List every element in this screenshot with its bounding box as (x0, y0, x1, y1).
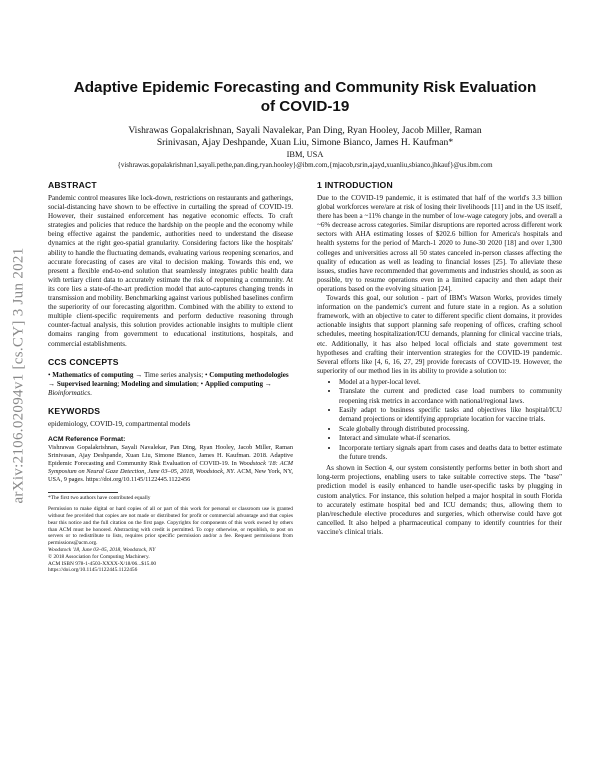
authors-line-2: Srinivasan, Ajay Deshpande, Xuan Liu, Simone Bianco, James H. Kaufman* (156, 137, 454, 148)
authors-line-1: Vishrawas Gopalakrishnan, Sayali Navalekar, Pan Ding, Ryan Hooley, Jacob Miller, Raman (128, 125, 482, 136)
reference-part-1: Vishrawas Gopalakrishnan, Sayali Navalekar, Pan Ding, Ryan Hooley, Jacob Miller, Raman Srinivasan, Ajay Deshpande, Xuan Liu, Simone Bianco, James H. Kaufman. 2018. Adaptive Epidemic Forecasting and Community Risk Evaluation of COVID-19. In (48, 443, 293, 467)
title-line-2: of COVID-19 (260, 98, 350, 115)
intro-paragraph-2: Towards this goal, our solution - part of IBM's Watson Works, provides timely information on the pandemic's current and future state in a region. As a solution framework, with an objective to cater to different specific client domains, it provides actionable insights that support planning safe reopening of offices, crafting school schedules, meeting hospitalization/ICU demands, planning for clinical vaccine trials, etc. Additionally, it has also helped local officials and state government test hypotheses and crafting their intervention strategies for the COVID-19 pandemic. Several efforts like [4, 6, 16, 27, 29] provide forecasts of COVID-19. However, the superiority of our method lies in its ability to provide a solution to: (317, 294, 562, 375)
list-item: • Model at a hyper-local level. (339, 378, 562, 387)
ccs-term-1: Time series analysis (143, 370, 202, 379)
arxiv-stamp (2, 195, 36, 555)
affiliation: IBM, USA (286, 150, 324, 159)
author-list (48, 125, 562, 149)
ccs-heading: CCS CONCEPTS (48, 356, 119, 367)
paper-title (48, 78, 562, 116)
paper-page (48, 78, 562, 574)
list-item: • Interact and simulate what-if scenarios. (339, 434, 562, 443)
footnote-rule (48, 492, 118, 493)
list-item: • Easily adapt to business specific tasks and objectives like hospital/ICU demand projections or identifying appropriate location for vaccine trials. (339, 406, 562, 424)
doi-link[interactable]: https://doi.org/10.1145/1122445.1122456 (48, 567, 138, 574)
reference-format-heading: ACM Reference Format: (48, 435, 126, 443)
keywords-section (48, 406, 293, 429)
two-column-body (48, 180, 562, 574)
list-item: • Translate the current and predicted case load numbers to community reopening risk metrics in accordance with national/regional laws. (339, 387, 562, 405)
list-item: • Incorporate tertiary signals apart from cases and deaths data to better estimate the future trends. (339, 444, 562, 462)
footnote-equal-contribution: *The first two authors have contributed equally (48, 494, 151, 501)
ccs-term-4: Bioinformatics (48, 388, 91, 397)
reference-part-2: . ACM, New York, NY, USA, 9 pages. https://doi.org/10.1145/1122445.1122456 (48, 467, 293, 483)
abstract-text: Pandemic control measures like lock-down, restrictions on restaurants and gatherings, social-distancing have shown to be effective in curtailing the spread of COVID-19. However, their sustained enforcement has negative economic effects. To craft strategies and policies that reduce the hardship on the people and the economy while being effective against the pandemic, authorities need to understand the disease dynamics at the right geo-spatial granularity. Considering factors like the hospitals' ability to handle the fluctuating demands, evaluating various reopening scenarios, and accurate forecasting of cases are vital to decision making. Towards this end, we present a flexible end-to-end solution that seamlessly integrates public health data with tertiary client data to accurately estimate the risk of reopening a community. At its core lies a state-of-the-art prediction model that auto-captures changing trends in transmission and mobility. Benchmarking against various published baselines confirm the superiority of our forecasting algorithm. Combined with the ability to extend to multiple client-specific requirements and perform deductive reasoning through counter-factual analysis, this solution provides actionable insights to multiple client domains ranging from government to educational institutions, hospitals, and commercial establishments. (48, 194, 293, 348)
isbn-line: ACM ISBN 978-1-4503-XXXX-X/18/06...$15.00 (48, 560, 157, 567)
reference-format-text (48, 444, 293, 484)
permission-notice (48, 506, 293, 574)
arxiv-stamp-text: arXiv:2106.02094v1 [cs.CY] 3 Jun 2021 (10, 246, 27, 504)
ccs-item-2: Computing methodologies (209, 370, 289, 379)
ccs-term-3: Modeling and simulation (121, 379, 197, 388)
title-line-1: Adaptive Epidemic Forecasting and Community Risk Evaluation (73, 79, 537, 96)
permission-text: Permission to make digital or hard copies of all or part of this work for personal or classroom use is granted without fee provided that copies are not made or distributed for profit or commercial advantage and that copies bear this notice and the full citation on the first page. Copyrights for components of this work owned by others than ACM must be honored. Abstracting with credit is permitted. To copy otherwise, or republish, to post on servers or to redistribute to lists, requires prior specific permission and/or a fee. Request permissions from permissions@acm.org. (48, 506, 293, 547)
ccs-section (48, 357, 293, 398)
ccs-item-3: Applied computing (204, 379, 263, 388)
intro-paragraph-3: As shown in Section 4, our system consistently performs better in both short and long-term projections, enabling users to take suitable corrective steps. The "base" prediction model is easily enhanced to handle user-specific tasks by plugging in custom analytics. For instance, this solution helped a major hospital in south Florida to accurately estimate hospital bed and ICU demands; thus, allowing them to plan/reschedule elective procedures and surgeries, which otherwise could have got cancelled. It also helped a pharmaceutical company to identify countries for their vaccine's clinical trials. (317, 464, 562, 536)
abstract-heading: ABSTRACT (48, 180, 97, 190)
ccs-concepts: • Mathematics of computing → Time series analysis; • Computing methodologies → Supervised learning; Modeling and simulation; • Applied computing → Bioinformatics. (48, 370, 289, 397)
author-emails: {vishrawas.gopalakrishnan1,sayali.pethe,pan.ding,ryan.hooley}@ibm.com,{mjacob,rsrin,ajayd,xuanliu,sbianco,jhkauf}@us.ibm.com (117, 161, 493, 169)
keywords-text: epidemiology, COVID-19, compartmental models (48, 419, 191, 428)
intro-paragraph-1: Due to the COVID-19 pandemic, it is estimated that half of the world's 3.3 billion global workforces were/are at risk of losing their livelihoods [11] and in the US itself, there has been a ~11% change in the number of low-wage category jobs, and overall a ~6% decrease across categories. Similar disruptions are reported across different work sectors with AHA estimating losses of $202.6 billion for America's hospitals and health systems for the period of March-1 2020 to June-30 2020 [18] and over 1,300 colleges and universities across all 50 states canceled in-person classes affecting the quality of education as well as leading to financial losses [25]. To alleviate these issues, studies have recommended that governments and industries should, as soon as possible, try to resume operations even in a limited capacity and then adapt their operations based on the evolving situation [24]. (317, 194, 563, 293)
keywords-heading: KEYWORDS (48, 405, 101, 416)
introduction-section (317, 180, 562, 537)
venue-line: Woodstock '18, June 03–05, 2018, Woodstock, NY (48, 547, 156, 554)
copyright-line: © 2018 Association for Computing Machinery. (48, 553, 150, 560)
introduction-heading: 1 INTRODUCTION (317, 180, 393, 190)
right-column (317, 180, 562, 574)
ccs-term-2: Supervised learning (56, 379, 118, 388)
capability-list (317, 378, 562, 462)
list-item: • Scale globally through distributed processing. (339, 425, 562, 434)
reference-venue: Woodstock '18: ACM Symposium on Neural Gaze Detection, June 03–05, 2018, Woodstock, NY (48, 459, 293, 475)
ccs-item-1: Mathematics of computing (52, 370, 134, 379)
left-column (48, 180, 293, 574)
abstract-section (48, 180, 293, 349)
